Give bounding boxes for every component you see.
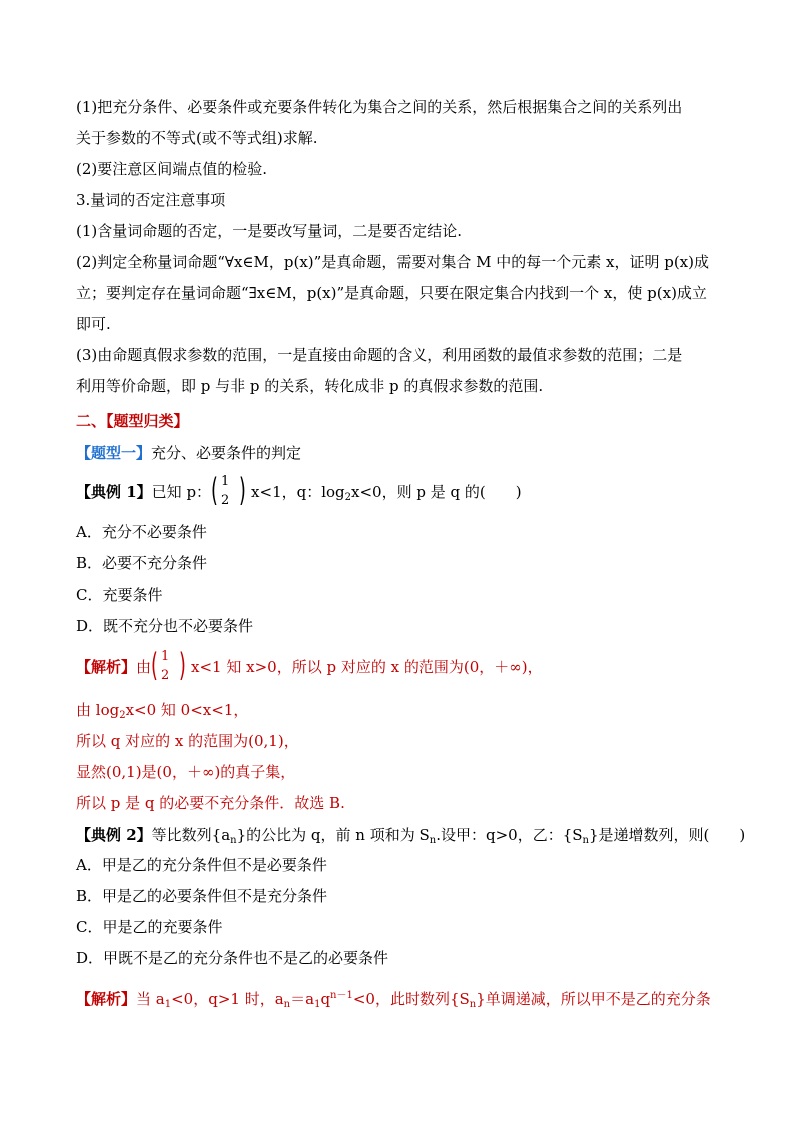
example-1-tag: 【典例 1】	[76, 483, 152, 501]
example-2-stem	[76, 825, 745, 851]
example-2-sub-n: n	[230, 835, 237, 846]
example-1-option-b: B．必要不充分条件	[76, 554, 208, 572]
analysis-fraction-half: ( 1 2 )	[151, 646, 186, 684]
quantifier-point-2-line-2: 立；要判定存在量词命题“∃x∈M，p(x)”是真命题，只要在限定集合内找到一个 x，使 p(x)成立	[76, 284, 707, 302]
analysis-e2-d: q	[320, 990, 331, 1008]
example-1-option-c: C．充要条件	[76, 586, 163, 604]
example-2-option-a: A．甲是乙的充分条件但不是必要条件	[76, 856, 327, 874]
example-2-stem-b: }的公比为 q，前 n 项和为 S	[236, 826, 430, 844]
analysis-fraction-denominator: 2	[161, 668, 170, 683]
example-1-analysis-line-1	[76, 646, 543, 684]
example-1-stem-c: x<0，则 p 是 q 的( )	[351, 483, 522, 501]
example-1-analysis-line-5: 所以 p 是 q 的必要不充分条件．故选 B.	[76, 794, 345, 812]
example-1-analysis-tag: 【解析】	[76, 658, 137, 676]
example-2-tag: 【典例 2】	[76, 826, 152, 844]
example-2-stem-a: 等比数列{a	[151, 826, 231, 844]
example-2-option-d: D．甲既不是乙的充分条件也不是乙的必要条件	[76, 949, 389, 967]
fraction-denominator: 2	[221, 493, 230, 508]
paragraph-1-line-1: (1)把充分条件、必要条件或充要条件转化为集合之间的关系，然后根据集合之间的关系列出	[76, 98, 683, 116]
quantifier-point-3-line-1: (3)由命题真假求参数的范围，一是直接由命题的含义，利用函数的最值求参数的范围；二是	[76, 346, 683, 364]
example-1-analysis-line-4: 显然(0,1)是(0，＋∞)的真子集，	[76, 763, 296, 781]
analysis-2-a: 由 log	[76, 701, 120, 719]
example-2-stem-c: .设甲：q>0，乙：{S	[436, 826, 583, 844]
example-1-stem-a: 已知 p：	[151, 483, 212, 501]
type-1-header	[76, 443, 301, 463]
quantifier-point-2-line-3: 即可.	[76, 315, 111, 333]
log-base: 2	[344, 492, 352, 503]
example-1-option-d: D．既不充分也不必要条件	[76, 617, 254, 635]
analysis-2-sub: 2	[119, 710, 126, 721]
fraction-numerator: 1	[221, 474, 230, 489]
analysis-e2-a: 当 a	[136, 990, 165, 1008]
analysis-e2-sub-n-2: n	[469, 999, 477, 1010]
analysis-e2-sub1-2: 1	[314, 999, 321, 1010]
analysis-e2-sub1: 1	[164, 999, 172, 1010]
type-1-title: 充分、必要条件的判定	[151, 444, 302, 462]
quantifier-point-1: (1)含量词命题的否定，一是要改写量词，二是要否定结论.	[76, 222, 463, 240]
example-1-stem	[76, 471, 522, 509]
quantifier-point-2-line-1: (2)判定全称量词命题“∀x∈M，p(x)”是真命题，需要对集合 M 中的每一个元素 x，证明 p(x)成	[76, 253, 709, 271]
analysis-1-b: x<1 知 x>0，所以 p 对应的 x 的范围为(0，＋∞)，	[191, 658, 543, 676]
analysis-e2-f: }单调递减，所以甲不是乙的充分条	[476, 990, 711, 1008]
example-2-option-c: C．甲是乙的充要条件	[76, 918, 223, 936]
analysis-2-b: x<0 知 0<x<1，	[125, 701, 249, 719]
analysis-fraction-numerator: 1	[161, 649, 170, 664]
fraction-half: ( 1 2 )	[211, 471, 246, 509]
example-2-option-b: B．甲是乙的必要条件但不是充分条件	[76, 887, 328, 905]
analysis-e2-sub-n: n	[283, 999, 291, 1010]
analysis-e2-c: ＝a	[290, 990, 315, 1008]
analysis-e2-e: <0，此时数列{S	[352, 990, 470, 1008]
analysis-e2-sup: n－1	[330, 990, 353, 1001]
example-2-sub-n-2: n	[429, 835, 437, 846]
example-2-analysis-tag: 【解析】	[76, 990, 137, 1008]
example-2-stem-d: }是递增数列，则( )	[589, 826, 746, 844]
type-1-tag: 【题型一】	[76, 444, 152, 462]
example-1-stem-b: x<1，q：log	[251, 483, 345, 501]
analysis-e2-b: <0，q>1 时，a	[171, 990, 284, 1008]
example-2-analysis-line-1	[76, 986, 711, 1015]
example-1-analysis-line-3: 所以 q 对应的 x 的范围为(0,1)，	[76, 732, 299, 750]
example-1-analysis-line-2	[76, 700, 248, 726]
paragraph-2: (2)要注意区间端点值的检验.	[76, 160, 268, 178]
example-2-sub-n-3: n	[582, 835, 589, 846]
analysis-1-a: 由	[136, 658, 152, 676]
example-1-option-a: A．充分不必要条件	[76, 523, 207, 541]
section-heading: 二、【题型归类】	[76, 412, 189, 430]
quantifier-point-3-line-2: 利用等价命题，即 p 与非 p 的关系，转化成非 p 的真假求参数的范围.	[76, 377, 544, 395]
paragraph-1-line-2: 关于参数的不等式(或不等式组)求解.	[76, 129, 318, 147]
heading-3: 3.量词的否定注意事项	[76, 191, 226, 209]
